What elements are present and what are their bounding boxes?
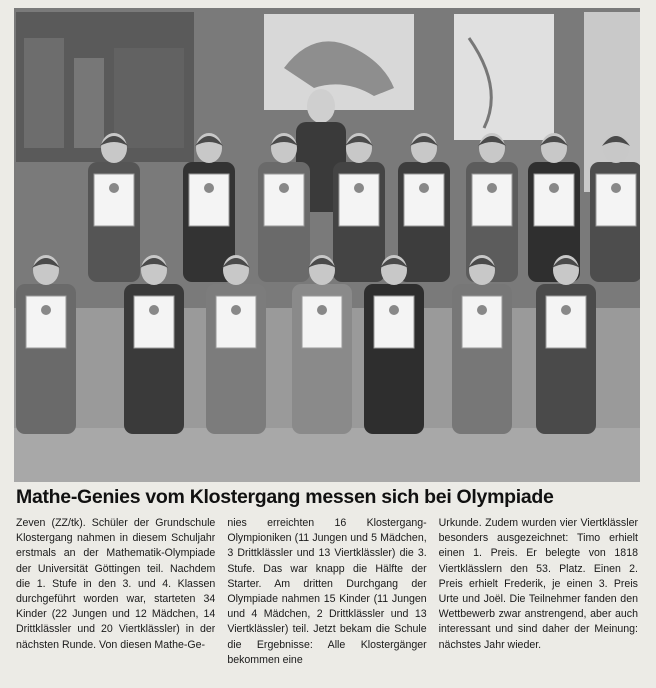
- article-column-1: [16, 516, 215, 684]
- certificate: [374, 296, 414, 348]
- article-headline: Mathe-Genies vom Klostergang messen sich bei Olympiade: [16, 486, 554, 508]
- column-1-text: Zeven (ZZ/tk). Schüler der Grundschule Klostergang nahmen in diesem Schuljahr erstmals an der Mathematik-Olympiade der Universität Göttingen teil. Nachdem die 1. Stufe in den 3. und 4. Klassen durchgeführt worden war, starteten 34 Kinder (22 Jungen und 12 Mädchen, 14 Drittklässler und 20 Viertklässler) in der nächsten Runde. Von diesen Mathe-Ge-: [16, 517, 216, 651]
- certificate: [472, 174, 512, 226]
- certificate: [546, 296, 586, 348]
- group-photo-of-children-with-certificates: [14, 8, 640, 482]
- certificate: [26, 296, 66, 348]
- article-column-2: [227, 516, 426, 684]
- certificate: [264, 174, 304, 226]
- article-photo: [14, 8, 640, 482]
- certificate: [302, 296, 342, 348]
- article-body: [16, 516, 638, 684]
- certificate: [339, 174, 379, 226]
- certificate: [94, 174, 134, 226]
- article-column-3: [439, 516, 638, 684]
- certificate: [189, 174, 229, 226]
- certificate: [404, 174, 444, 226]
- certificate: [534, 174, 574, 226]
- column-3-text: Urkunde. Zudem wurden vier Viertklässler besonders ausgezeichnet: Timo erhielt einen 1. Preis. Er belegte von 1818 Viertklässlern den 53. Platz. Einen 2. Preis erhielt Frederik, je einen 3. Preis Urte und Joël. Die Teilnehmer fanden den Wettbewerb zwar anstrengend, aber auch interessant und sind daher der Meinung: nächstes Jahr wieder.: [438, 517, 638, 651]
- certificate: [596, 174, 636, 226]
- certificate: [216, 296, 256, 348]
- certificate: [462, 296, 502, 348]
- column-2-text: nies erreichten 16 Klostergang-Olympioniken (11 Jungen und 5 Mädchen, 3 Drittklässler und 13 Viertklässler) die 3. Stufe. Das war knapp die Hälfte der Starter. Am dritten Durchgang der Olympiade nahmen 15 Kinder (11 Jungen und 4 Mädchen, 2 Drittklässler und 13 Viertklässler) teil. Jetzt bekam die Schule die Ergebnisse: Alle Klostergänger bekommen eine: [227, 517, 427, 666]
- certificate: [134, 296, 174, 348]
